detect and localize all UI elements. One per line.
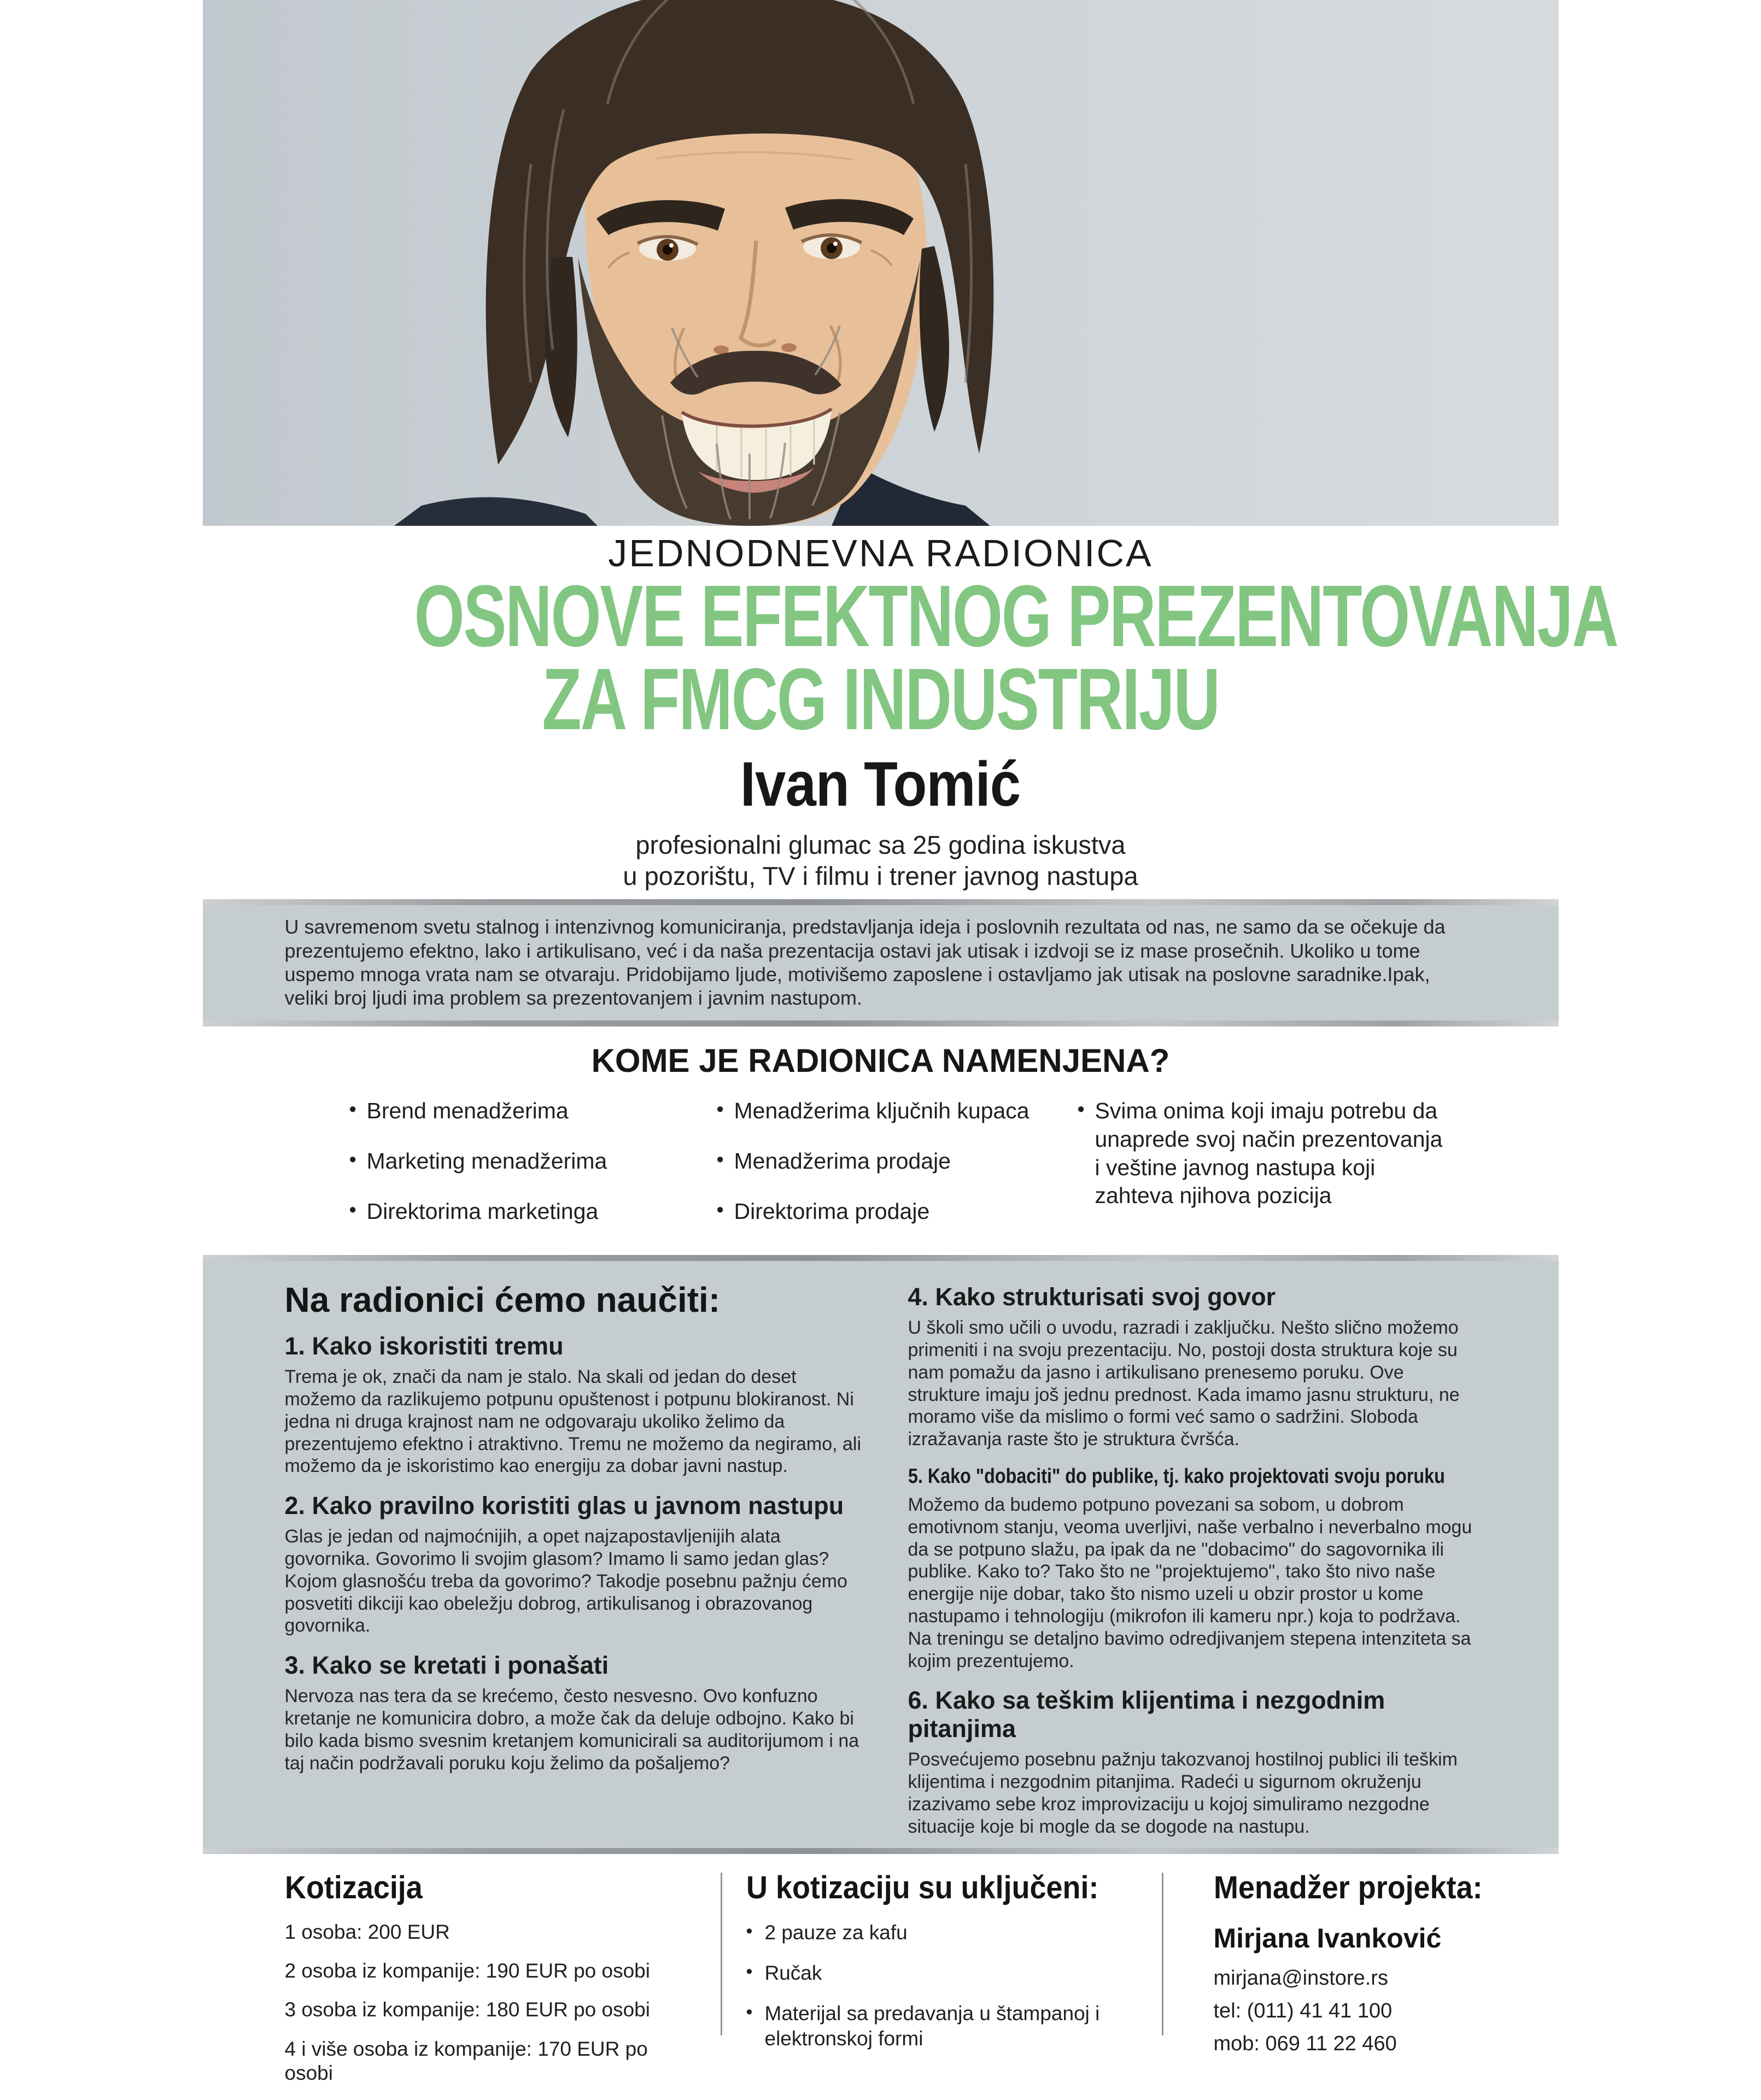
learn-heading: Na radionici ćemo naučiti:	[285, 1280, 865, 1320]
topic-6-body: Posvećujemo posebnu pažnju takozvanoj hostilnoj publici ili teškim klijentima i nezgodnim pitanjima. Radeći u sigurnom okruženju izazivamo sebe kroz improvizaciju u kojoj simuliramo nezgodne situacije koje bi mogle da se dogode na nastupu.	[908, 1749, 1477, 1838]
audience-section	[203, 1026, 1559, 1255]
audience-column-3	[1078, 1097, 1449, 1247]
included-heading	[746, 1869, 1138, 1906]
topic-3-title: 3. Kako se kretati i ponašati	[285, 1651, 865, 1680]
speaker-bio-line-2: u pozorištu, TV i filmu i trener javnog nastupa	[203, 860, 1559, 891]
audience-item: • Direktorima marketinga	[349, 1198, 717, 1226]
speaker-bio-line-1: profesionalni glumac sa 25 godina iskustva	[203, 829, 1559, 860]
topic-2-body: Glas je jedan od najmoćnijih, a opet najzapostavljenijih alata govornika. Govorimo li svojim glasom? Imamo li samo jedan glas? Kojom glasnošću treba da govorimo? Takodje posebnu pažnju ćemo posvetiti dikciji kao obeležju dobrog, artikulisanog i obrazovanog govornika.	[285, 1526, 865, 1637]
topic-5-body: Možemo da budemo potpuno povezani sa sobom, u dobrom emotivnom stanju, veoma uverljivi, naše verbalno i neverbalno mogu da se potpuno slažu, pa ipak da ne "dobacimo" do sagovornika ili publike. Kako to? Tako što ne "projektujemo", tako što nivo naše energije nije dobar, tako što nismo uzeli u obzir prostor u kome nastupamo i tehnologiju (mikrofon ili kameru npr.) koja to podržava. Na treningu se detaljno bavimo odredjivanjem stepena intenziteta sa kojim prezentujemo.	[908, 1494, 1477, 1672]
audience-item: • Svima onima koji imaju potrebu da unaprede svoj način prezentovanja i veštine javnog nastupa koji zahteva njihova pozicija	[1078, 1097, 1449, 1210]
pricing-item: 3 osoba iz kompanije: 180 EUR po osobi	[285, 1998, 697, 2022]
manager-column	[1187, 1869, 1559, 2100]
included-column	[746, 1869, 1138, 2100]
workshop-title-line-2	[203, 662, 1559, 736]
workshop-kicker: JEDNODNEVNA RADIONICA	[203, 531, 1559, 575]
column-divider	[1162, 1873, 1163, 2036]
audience-column-1	[349, 1097, 717, 1247]
topic-5-title	[908, 1465, 1477, 1488]
topic-1-body: Trema je ok, znači da nam je stalo. Na skali od jedan do deset možemo da razlikujemo potpunu opuštenost i potpunu blokiranost. Ni jedna ni druga krajnost nam ne odgovaraju ukoliko želimo da prezentujemo efektno i atraktivno. Tremu ne možemo da negiramo, ali možemo da je iskoristimo kao energiju za dobar javni nastup.	[285, 1366, 865, 1477]
pricing-item: 2 osoba iz kompanije: 190 EUR po osobi	[285, 1959, 697, 1983]
topic-3	[285, 1651, 865, 1774]
pricing-column	[285, 1869, 697, 2100]
speaker-name	[203, 748, 1559, 820]
topic-4-title: 4. Kako strukturisati svoj govor	[908, 1283, 1477, 1311]
included-item: • Materijal sa predavanja u štampanoj i elektronskoj formi	[746, 2001, 1138, 2052]
manager-heading	[1214, 1869, 1559, 1906]
audience-item: • Menadžerima prodaje	[717, 1147, 1078, 1176]
silver-bar-intro-bottom	[203, 1020, 1559, 1026]
included-heading-text: U kotizaciju su uključeni:	[746, 1869, 1098, 1906]
audience-item: • Direktorima prodaje	[717, 1198, 1078, 1226]
silver-bar-learn-bottom	[203, 1848, 1559, 1854]
included-item: • Ručak	[746, 1961, 1138, 1986]
portrait-illustration	[203, 0, 1559, 526]
manager-mobile: mob: 069 11 22 460	[1214, 2027, 1559, 2060]
learn-panel	[203, 1255, 1559, 1853]
topic-1	[285, 1332, 865, 1477]
included-list	[746, 1920, 1138, 2052]
manager-contact	[1214, 1962, 1559, 2060]
intro-paragraph: U savremenom svetu stalnog i intenzivnog komuniciranja, predstavljanja ideja i poslovnih rezultata od nas, ne samo da se očekuje da prezentujemo efektno, lako i artikulisano, već i da naša prezentacija ostavi jak utisak i izdvoji se iz mase prosečnih. Ukoliko u tome uspemo mnoga vrata nam se otvaraju. Pridobijamo ljude, motivišemo zaposlene i ostavljamo jak utisak na poslovne saradnike.Ipak, veliki broj ljudi ima problem sa prezentovanjem i javnim nastupom.	[285, 915, 1477, 1010]
topic-2-title: 2. Kako pravilno koristiti glas u javnom nastupu	[285, 1492, 865, 1520]
topic-3-body: Nervoza nas tera da se krećemo, često nesvesno. Ovo konfuzno kretanje ne komunicira dobro, a može čak da deluje odbojno. Kako bi bilo kada bismo svesnim kretanjem komunicirali sa auditorijumom i na taj način podržavali poruku koju želimo da pošaljemo?	[285, 1685, 865, 1774]
workshop-title-line-1	[203, 579, 1559, 653]
workshop-title-line-2-text: ZA FMCG INDUSTRIJU	[542, 662, 1219, 736]
footer	[203, 1854, 1559, 2100]
manager-email: mirjana@instore.rs	[1214, 1962, 1559, 1995]
topic-1-title: 1. Kako iskoristiti tremu	[285, 1332, 865, 1360]
pricing-item: 4 i više osoba iz kompanije: 170 EUR po osobi	[285, 2037, 697, 2086]
topic-6-title: 6. Kako sa teškim klijentima i nezgodnim pitanjima	[908, 1686, 1477, 1743]
topic-5	[908, 1465, 1477, 1672]
column-divider	[721, 1873, 722, 2036]
learn-column-right	[908, 1280, 1477, 1838]
topic-5-title-text: 5. Kako "dobaciti" do publike, tj. kako projektovati svoju poruku	[908, 1465, 1445, 1488]
included-item: • 2 pauze za kafu	[746, 1920, 1138, 1945]
audience-item: • Marketing menadžerima	[349, 1147, 717, 1176]
silver-bar-intro-top	[203, 899, 1559, 905]
workshop-title-line-1-text: OSNOVE EFEKTNOG PREZENTOVANJA	[414, 579, 1617, 653]
flyer-page	[203, 0, 1559, 1917]
pricing-item: 1 osoba: 200 EUR	[285, 1920, 697, 1944]
topic-4	[908, 1283, 1477, 1451]
audience-item: • Menadžerima ključnih kupaca	[717, 1097, 1078, 1125]
pricing-heading	[285, 1869, 697, 1906]
topic-2	[285, 1492, 865, 1637]
audience-column-2	[717, 1097, 1078, 1247]
manager-name: Mirjana Ivanković	[1214, 1922, 1559, 1954]
speaker-name-text: Ivan Tomić	[740, 748, 1020, 820]
manager-heading-text: Menadžer projekta:	[1214, 1869, 1483, 1906]
audience-item: • Brend menadžerima	[349, 1097, 717, 1125]
speaker-bio	[203, 829, 1559, 892]
intro-panel	[203, 899, 1559, 1026]
manager-phone: tel: (011) 41 41 100	[1214, 1995, 1559, 2027]
speaker-photo	[203, 0, 1559, 526]
pricing-list	[285, 1920, 697, 2086]
pricing-heading-text: Kotizacija	[285, 1869, 423, 1906]
topic-4-body: U školi smo učili o uvodu, razradi i zaključku. Nešto slično možemo primeniti i na svoju prezentaciju. No, postoji dosta struktura koje su nam pomažu da jasno i artikulisano prenesemo poruku. Ove strukture imaju još jednu prednost. Kada imamo jasnu strukturu, ne moramo više da mislimo o formi već samo o sadržini. Sloboda izražavanja raste što je struktura čvršća.	[908, 1317, 1477, 1451]
learn-column-left	[285, 1280, 865, 1838]
topic-6	[908, 1686, 1477, 1838]
audience-heading: KOME JE RADIONICA NAMENJENA?	[203, 1042, 1559, 1080]
silver-bar-learn-top	[203, 1255, 1559, 1261]
